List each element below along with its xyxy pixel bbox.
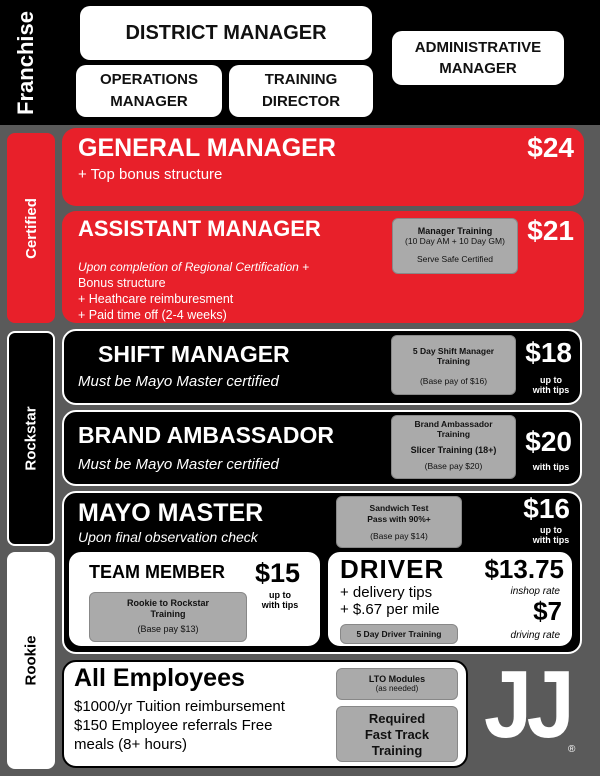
driver-driving-label: driving rate xyxy=(510,630,560,641)
administrative-manager-line2: MANAGER xyxy=(439,60,517,77)
section-label-franchise xyxy=(2,0,50,125)
mayo-master-training-line1: Sandwich Test xyxy=(369,503,429,513)
shift-manager-price-note-2: with tips xyxy=(532,385,570,395)
manager-training-box xyxy=(392,218,518,274)
operations-manager-line1: OPERATIONS xyxy=(99,71,199,88)
franchise-label: Franchise xyxy=(13,10,38,115)
team-member-price: $15 xyxy=(255,558,301,588)
team-member-price-note-2: with tips xyxy=(261,600,299,610)
required-training-line2: Fast Track xyxy=(364,727,430,742)
team-member-training-line2: Training xyxy=(150,609,186,619)
brand-ambassador-training-line3: Slicer Training (18+) xyxy=(410,445,497,455)
general-manager-card xyxy=(62,128,584,206)
brand-ambassador-subtitle: Must be Mayo Master certified xyxy=(78,456,279,473)
shift-manager-training-line1: 5 Day Shift Manager xyxy=(412,346,495,356)
general-manager-price: $24 xyxy=(527,132,574,163)
general-manager-title: GENERAL MANAGER xyxy=(78,134,336,162)
manager-training-note: Serve Safe Certified xyxy=(416,254,494,264)
assistant-manager-line3: + Heathcare reimburesment xyxy=(78,292,234,306)
mayo-master-title: MAYO MASTER xyxy=(78,499,264,527)
team-member-price-note-1: up to xyxy=(269,590,291,600)
operations-manager-line2: MANAGER xyxy=(110,93,188,110)
brand-ambassador-card xyxy=(62,410,582,486)
district-manager-title: DISTRICT MANAGER xyxy=(125,21,327,44)
assistant-manager-line1: Upon completion of Regional Certification + xyxy=(78,260,310,274)
lto-modules-note: (as needed) xyxy=(375,684,419,693)
mayo-master-training-line2: Pass with 90%+ xyxy=(367,514,431,524)
brand-ambassador-training-pay: (Base pay $20) xyxy=(424,461,483,471)
driver-line1: + delivery tips xyxy=(340,584,433,601)
section-label-certified-box xyxy=(7,133,55,323)
brand-ambassador-title: BRAND AMBASSADOR xyxy=(78,422,334,448)
team-member-training-line1: Rookie to Rockstar xyxy=(126,598,210,608)
all-employees-line1: $1000/yr Tuition reimbursement xyxy=(74,698,285,715)
mayo-master-training-box xyxy=(336,496,462,548)
rockstar-label: Rockstar xyxy=(22,406,40,471)
manager-training-detail: (10 Day AM + 10 Day GM) xyxy=(405,236,505,246)
shift-manager-training-line2: Training xyxy=(436,356,471,366)
mayo-master-price-note-1: up to xyxy=(540,525,562,535)
team-member-title: TEAM MEMBER xyxy=(89,562,225,582)
registered-mark: ® xyxy=(568,744,576,755)
required-training-line1: Required xyxy=(368,711,426,726)
section-label-rookie-box xyxy=(7,552,55,769)
brand-ambassador-training-line2: Training xyxy=(436,429,471,439)
brand-ambassador-price: $20 xyxy=(525,426,572,457)
all-employees-card xyxy=(62,660,468,768)
driver-title: DRIVER xyxy=(340,554,445,584)
driver-training-box xyxy=(340,624,458,644)
mayo-master-subtitle: Upon final observation check xyxy=(78,529,258,545)
assistant-manager-card xyxy=(62,211,584,323)
training-director-line1: TRAINING xyxy=(264,71,338,88)
assistant-manager-line2: Bonus structure xyxy=(78,276,166,290)
assistant-manager-line4: + Paid time off (2-4 weeks) xyxy=(78,308,227,322)
shift-manager-training-box xyxy=(391,335,516,395)
lto-modules-title: LTO Modules xyxy=(368,674,426,684)
driver-line2: + $.67 per mile xyxy=(340,601,440,618)
mayo-master-price-note-2: with tips xyxy=(532,535,570,545)
shift-manager-title: SHIFT MANAGER xyxy=(98,341,290,367)
shift-manager-price-note-1: up to xyxy=(540,375,562,385)
all-employees-title: All Employees xyxy=(74,664,245,692)
jj-logo xyxy=(480,651,590,764)
operations-manager-box xyxy=(76,65,222,117)
administrative-manager-line1: ADMINISTRATIVE xyxy=(414,39,542,56)
mayo-master-training-pay: (Base pay $14) xyxy=(370,531,428,541)
mayo-master-price: $16 xyxy=(523,493,570,524)
lto-modules-box xyxy=(336,668,458,700)
shift-manager-training-pay: (Base pay of $16) xyxy=(419,376,488,386)
general-manager-subtitle: + Top bonus structure xyxy=(78,166,223,183)
rookie-label: Rookie xyxy=(22,635,40,686)
brand-ambassador-training-box xyxy=(391,415,516,479)
all-employees-line2: $150 Employee referrals Free xyxy=(74,717,273,734)
driver-training-text: 5 Day Driver Training xyxy=(356,629,442,639)
training-director-line2: DIRECTOR xyxy=(261,93,341,110)
section-label-rockstar-box xyxy=(7,331,55,546)
shift-manager-price: $18 xyxy=(525,337,572,368)
shift-manager-subtitle: Must be Mayo Master certified xyxy=(78,373,279,390)
shift-manager-card xyxy=(62,329,582,405)
driver-price-driving: $7 xyxy=(533,596,562,626)
district-manager-box xyxy=(80,6,372,60)
team-member-card xyxy=(67,550,322,648)
jj-logo-text: JJ xyxy=(484,651,570,758)
team-member-training-pay: (Base pay $13) xyxy=(137,624,199,634)
certified-label: Certified xyxy=(22,197,40,259)
assistant-manager-title: ASSISTANT MANAGER xyxy=(78,216,321,241)
driver-card xyxy=(326,550,574,648)
all-employees-line3: meals (8+ hours) xyxy=(74,736,187,753)
assistant-manager-price: $21 xyxy=(527,215,574,246)
brand-ambassador-price-note: with tips xyxy=(532,462,570,472)
brand-ambassador-training-line1: Brand Ambassador xyxy=(414,419,493,429)
team-member-training-box xyxy=(89,592,247,642)
required-training-box xyxy=(336,706,458,762)
driver-inshop-label: inshop rate xyxy=(510,586,560,597)
administrative-manager-box xyxy=(392,31,564,85)
training-director-box xyxy=(229,65,373,117)
required-training-line3: Training xyxy=(371,743,423,758)
driver-price-inshop: $13.75 xyxy=(484,554,564,584)
manager-training-title: Manager Training xyxy=(417,226,493,236)
